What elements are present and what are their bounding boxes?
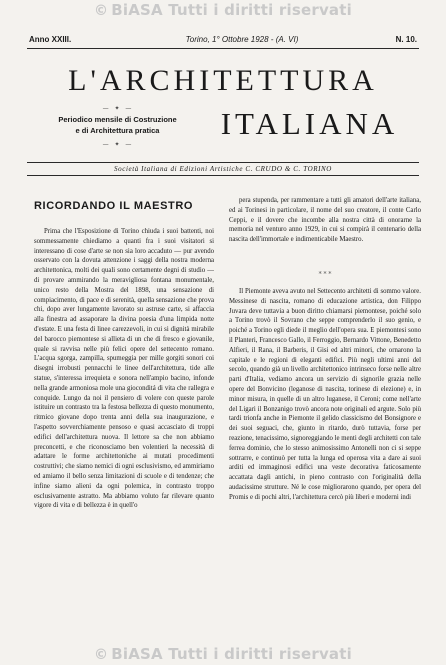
copyright-icon: ©: [94, 647, 109, 663]
subtitle-line-2: e di Architettura pratica: [75, 126, 160, 135]
ornament-top: — ✦ —: [102, 105, 134, 112]
watermark-bottom-text: BiASA Tutti i diritti riservati: [111, 645, 352, 663]
watermark-top-text: BiASA Tutti i diritti riservati: [111, 1, 352, 19]
watermark-bottom: [0, 645, 446, 663]
masthead-line-2: ITALIANA: [220, 106, 399, 141]
subtitle-line-1: Periodico mensile di Costruzione: [58, 115, 177, 124]
issue-date: Torino, 1° Ottobre 1928 - (A. VI): [185, 35, 299, 44]
issue-year: Anno XXIII.: [29, 35, 72, 44]
issue-number: N. 10.: [395, 35, 417, 44]
article-column-right-top: pera stupenda, per rammentare a tutti gli amatori dell'arte italiana, ed ai Torinesi in particolare, il nome del suo creatore, il conte Carlo Ceppi, e il dovere che incombe alla nostra città di onorarne la memoria nel venturo anno 1929, in cui si compirà il centenario della nascita dell'immortale e indimenticabile Maestro.: [229, 197, 421, 244]
section-separator: * * *: [318, 271, 332, 278]
watermark-top: [0, 1, 446, 19]
article-column-right-bottom: Il Piemonte aveva avuto nel Settecento architetti di sommo valore. Messinese di nascita, romano di educazione artistica, don Filippo Juvara deve tuttavia a buon diritto chiamarsi piemontese, poiché solo a Torino trovò il Sovrano che seppe comprenderlo il suo genio, e poiché a Torino egli diede il meglio dell'opera sua. E piemontesi sono il Planteri, Francesco Gallo, il Ferroggio, Bernardo Vittone, Benedetto Alfieri, il Rana, il Barberis, il Gisi ed altri minori, che ornarono la capitale e le regioni di eleganti edifici. Più negli ultimi anni del secolo, quando già un livello architettonico intrinseco forse nelle altre parti d'Italia, vediamo ancora un servizio di signorile grazia nelle opere del Bonvicino (leganose di nascita, torinese di elezione) e, in minor misura, in quelle di un altro luganese, il Ceroni; come nell'arte del Ligari il Bonzanigo trovò ancora note originali ed argute. Solo più tardi trionfa anche in Piemonte il gelido classicismo del Bonsignore e dei suoi seguaci, che, giunto in ritardo, durò tuttavia, forse per reazione, tenacissimo, signoreggiando le menti degli architetti con tale ferrea dominio, che lo stesso animosissimo Antonelli non ci si seppe sottrarre, e continuò per tutta la lunga ed operosa vita a dare ai suoi arditi ed immaginosi edifici una veste decorativa faticosamente accattata dagli antichi, in pieno contrasto con l'originalità della audacissime strutture. Né le cose migliorarono quando, per opera del Promis e di pochi altri, l'architettura cercò più liberi e moderni indi: [229, 288, 421, 501]
issue-bar: [27, 34, 419, 49]
masthead-line-1: L'ARCHITETTURA: [68, 64, 378, 97]
publisher-line: Società Italiana di Edizioni Artistiche C. CRUDO & C. TORINO: [27, 162, 419, 176]
article-title: RICORDANDO IL MAESTRO: [34, 200, 194, 212]
copyright-icon: ©: [94, 3, 109, 19]
subtitle: [30, 114, 205, 136]
ornament-bottom: — ✦ —: [102, 141, 134, 148]
article-column-left: Prima che l'Esposizione di Torino chiuda i suoi battenti, noi sommessamente chiediamo a quanti fra i suoi visitatori si interessano di cose d'arte se non sia loro accaduto — pur avendo osservato con la dovuta attenzione i saggi della nostra moderna architettonica, molti dei quali sono certamente degni di studio — di provare ammirando la meravigliosa fontana monumentale, unico resto della Mostra del 1898, una sensazione di compiacimento, di pace e di serenità, quella sensazione che prova chi, dopo aver lungamente lavorato su astruse carte, si affaccia alla finestra ad assaporare la divina poesia d'una limpida notte d'estate. E una festa di linee carezzevoli, in cui si dignità mirabile del barocco piemontese si allieta di un che di fresco e giovanile, quale si ravvisa nelle più felici opere del settecento romano. L'acqua sgorga, zampilla, spumeggia per mille gorgiti sonori coi disegni irrobusti pennacchi le linee dell'architettura, tide alle statue, s'interessa irrequieta e sonora nell'ampio bacino, infonde nella grande armoniosa mole una gioconditá di vita che rallegra e conquide. Lungo da noi il pensiero di volere con queste parole istituire un contrasto tra la festosa bellezza di questo monumento, ritmico giovane dopo trenta anni della sua inaugurazione, e l'aspetto sovverchiamente pensoso e quasi accasciato di troppi edifici dell'architettura nuova. Il lettore sa che non abbiamo preconcetti, e che riconosciamo ben volentieri la necessità di adattare le forme architettoniche ai mutati procedimenti costruttivi; che siamo nemici di ogni esclusivismo, ed ammiriamo ed amiamo il bello senza limitazioni di scuole e di tendenze; che infine siamo alieni da ogni polemica, in contrasto troppo esclusivamente astratto. Ma abbiamo voluto far rilevare quanto vigore di vita e di bellezza è in quell'o: [34, 228, 214, 510]
